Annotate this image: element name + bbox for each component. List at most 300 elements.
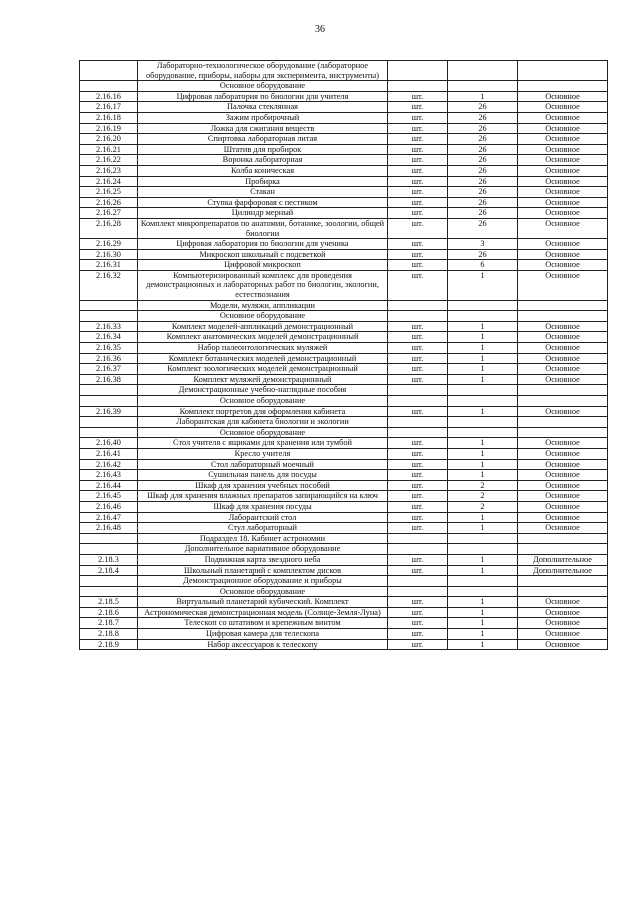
item-unit: шт. (388, 491, 448, 502)
section-empty-cell (388, 417, 448, 428)
section-row (80, 81, 608, 92)
item-unit: шт. (388, 270, 448, 300)
item-name: Кресло учителя (138, 448, 388, 459)
section-heading: Основное оборудование (138, 586, 388, 597)
table-row (80, 512, 608, 523)
item-number: 2.16.22 (80, 155, 138, 166)
section-row (80, 61, 608, 81)
table-row (80, 197, 608, 208)
item-unit: шт. (388, 208, 448, 219)
item-unit: шт. (388, 239, 448, 250)
section-number-cell (80, 586, 138, 597)
item-unit: шт. (388, 343, 448, 354)
item-quantity: 26 (448, 102, 518, 113)
section-empty-cell (448, 385, 518, 396)
item-unit: шт. (388, 565, 448, 576)
item-unit: шт. (388, 187, 448, 198)
item-unit: шт. (388, 438, 448, 449)
item-quantity: 26 (448, 187, 518, 198)
item-number: 2.18.8 (80, 629, 138, 640)
item-name: Комплект ботанических моделей демонстрационный (138, 353, 388, 364)
item-name: Сушильная панель для посуды (138, 470, 388, 481)
item-name: Астрономическая демонстрационная модель (Солнце-Земля-Луна) (138, 607, 388, 618)
table-row (80, 607, 608, 618)
section-empty-cell (448, 396, 518, 407)
item-number: 2.16.17 (80, 102, 138, 113)
table-row (80, 364, 608, 375)
item-quantity: 26 (448, 112, 518, 123)
item-unit: шт. (388, 176, 448, 187)
item-quantity: 2 (448, 491, 518, 502)
item-quantity: 26 (448, 144, 518, 155)
item-quantity: 1 (448, 343, 518, 354)
section-empty-cell (518, 81, 608, 92)
item-quantity: 6 (448, 260, 518, 271)
item-number: 2.16.31 (80, 260, 138, 271)
table-row (80, 332, 608, 343)
item-unit: шт. (388, 523, 448, 534)
table-row (80, 554, 608, 565)
section-row (80, 544, 608, 555)
item-unit: шт. (388, 123, 448, 134)
item-quantity: 1 (448, 554, 518, 565)
item-number: 2.16.36 (80, 353, 138, 364)
item-number: 2.16.24 (80, 176, 138, 187)
item-number: 2.18.3 (80, 554, 138, 565)
table-row (80, 639, 608, 650)
item-name: Цилиндр мерный (138, 208, 388, 219)
table-row (80, 187, 608, 198)
table-row (80, 91, 608, 102)
item-number: 2.16.40 (80, 438, 138, 449)
item-number: 2.16.21 (80, 144, 138, 155)
section-empty-cell (448, 427, 518, 438)
item-name: Телескоп со штативом и крепежным винтом (138, 618, 388, 629)
table-row (80, 343, 608, 354)
section-empty-cell (518, 311, 608, 322)
item-type: Основное (518, 176, 608, 187)
item-number: 2.16.35 (80, 343, 138, 354)
item-number: 2.16.46 (80, 501, 138, 512)
item-type: Основное (518, 597, 608, 608)
item-name: Виртуальный планетарий кубический. Комплект (138, 597, 388, 608)
section-row (80, 396, 608, 407)
item-name: Шкаф для хранения учебных пособий (138, 480, 388, 491)
item-number: 2.16.16 (80, 91, 138, 102)
item-type: Основное (518, 165, 608, 176)
section-empty-cell (518, 300, 608, 311)
section-heading: Основное оборудование (138, 81, 388, 92)
section-number-cell (80, 61, 138, 81)
section-row (80, 576, 608, 587)
item-name: Палочка стеклянная (138, 102, 388, 113)
item-unit: шт. (388, 364, 448, 375)
table-row (80, 102, 608, 113)
item-unit: шт. (388, 501, 448, 512)
table-row (80, 208, 608, 219)
table-row (80, 270, 608, 300)
item-unit: шт. (388, 112, 448, 123)
item-type: Основное (518, 144, 608, 155)
item-number: 2.16.39 (80, 406, 138, 417)
item-name: Воронка лабораторная (138, 155, 388, 166)
item-type: Основное (518, 629, 608, 640)
item-quantity: 1 (448, 470, 518, 481)
table-row (80, 448, 608, 459)
item-unit: шт. (388, 512, 448, 523)
table-row (80, 144, 608, 155)
table-row (80, 176, 608, 187)
item-name: Комплект зоологических моделей демонстрационный (138, 364, 388, 375)
section-empty-cell (388, 61, 448, 81)
section-heading: Подраздел 18. Кабинет астрономии (138, 533, 388, 544)
item-type: Основное (518, 448, 608, 459)
section-row (80, 533, 608, 544)
section-heading: Основное оборудование (138, 427, 388, 438)
item-unit: шт. (388, 374, 448, 385)
item-name: Штатив для пробирок (138, 144, 388, 155)
table-row (80, 565, 608, 576)
item-name: Зажим пробирочный (138, 112, 388, 123)
item-unit: шт. (388, 629, 448, 640)
item-quantity: 1 (448, 321, 518, 332)
section-empty-cell (388, 533, 448, 544)
item-quantity: 1 (448, 629, 518, 640)
item-type: Основное (518, 618, 608, 629)
item-quantity: 1 (448, 597, 518, 608)
item-number: 2.16.25 (80, 187, 138, 198)
item-number: 2.16.37 (80, 364, 138, 375)
section-empty-cell (448, 61, 518, 81)
item-type: Основное (518, 249, 608, 260)
item-number: 2.16.26 (80, 197, 138, 208)
item-number: 2.16.27 (80, 208, 138, 219)
item-type: Основное (518, 218, 608, 238)
item-name: Набор палеонтологических муляжей (138, 343, 388, 354)
section-empty-cell (448, 533, 518, 544)
item-number: 2.18.4 (80, 565, 138, 576)
item-unit: шт. (388, 480, 448, 491)
section-empty-cell (388, 427, 448, 438)
item-number: 2.16.33 (80, 321, 138, 332)
item-unit: шт. (388, 165, 448, 176)
item-quantity: 26 (448, 123, 518, 134)
item-quantity: 1 (448, 406, 518, 417)
section-empty-cell (448, 417, 518, 428)
item-name: Ложка для сжигания веществ (138, 123, 388, 134)
table-row (80, 134, 608, 145)
section-row (80, 311, 608, 322)
item-name: Набор аксессуаров к телескопу (138, 639, 388, 650)
item-name: Цифровая лаборатория по биологии для учителя (138, 91, 388, 102)
item-unit: шт. (388, 618, 448, 629)
section-heading: Дополнительное вариативное оборудование (138, 544, 388, 555)
item-name: Подвижная карта звездного неба (138, 554, 388, 565)
section-empty-cell (388, 576, 448, 587)
table-row (80, 155, 608, 166)
section-empty-cell (448, 300, 518, 311)
item-quantity: 26 (448, 197, 518, 208)
item-number: 2.16.30 (80, 249, 138, 260)
item-number: 2.16.38 (80, 374, 138, 385)
item-number: 2.16.32 (80, 270, 138, 300)
table-row (80, 438, 608, 449)
section-empty-cell (388, 311, 448, 322)
item-number: 2.16.43 (80, 470, 138, 481)
item-quantity: 26 (448, 249, 518, 260)
item-type: Основное (518, 501, 608, 512)
item-type: Основное (518, 239, 608, 250)
section-heading: Основное оборудование (138, 311, 388, 322)
item-name: Цифровая лаборатория по биологии для ученика (138, 239, 388, 250)
section-empty-cell (388, 396, 448, 407)
item-quantity: 2 (448, 501, 518, 512)
table-row (80, 123, 608, 134)
equipment-table-body (80, 61, 608, 650)
section-number-cell (80, 396, 138, 407)
section-empty-cell (518, 544, 608, 555)
item-number: 2.18.6 (80, 607, 138, 618)
item-quantity: 26 (448, 165, 518, 176)
item-type: Основное (518, 260, 608, 271)
item-name: Комплект портретов для оформления кабинета (138, 406, 388, 417)
item-name: Шкаф для хранения влажных препаратов запирающийся на ключ (138, 491, 388, 502)
section-empty-cell (448, 544, 518, 555)
section-empty-cell (448, 81, 518, 92)
section-row (80, 427, 608, 438)
section-empty-cell (518, 427, 608, 438)
item-quantity: 3 (448, 239, 518, 250)
item-number: 2.16.42 (80, 459, 138, 470)
item-type: Основное (518, 91, 608, 102)
item-name: Цифровая камера для телескопа (138, 629, 388, 640)
section-number-cell (80, 544, 138, 555)
item-name: Комплект анатомических моделей демонстрационный (138, 332, 388, 343)
item-quantity: 1 (448, 353, 518, 364)
item-type: Основное (518, 134, 608, 145)
section-empty-cell (518, 396, 608, 407)
item-number: 2.16.28 (80, 218, 138, 238)
item-unit: шт. (388, 607, 448, 618)
section-empty-cell (518, 533, 608, 544)
table-row (80, 353, 608, 364)
item-unit: шт. (388, 448, 448, 459)
item-name: Колба коническая (138, 165, 388, 176)
table-row (80, 406, 608, 417)
item-type: Основное (518, 343, 608, 354)
item-type: Основное (518, 197, 608, 208)
item-number: 2.16.34 (80, 332, 138, 343)
section-number-cell (80, 427, 138, 438)
item-type: Основное (518, 459, 608, 470)
section-empty-cell (388, 586, 448, 597)
equipment-table (79, 60, 608, 650)
item-number: 2.18.5 (80, 597, 138, 608)
item-type: Основное (518, 187, 608, 198)
section-empty-cell (518, 417, 608, 428)
table-row (80, 321, 608, 332)
table-row (80, 218, 608, 238)
section-number-cell (80, 81, 138, 92)
section-heading: Демонстрационные учебно-наглядные пособия (138, 385, 388, 396)
section-empty-cell (388, 300, 448, 311)
item-number: 2.16.44 (80, 480, 138, 491)
item-number: 2.16.48 (80, 523, 138, 534)
item-name: Комплект микропрепаратов по анатомии, ботанике, зоологии, общей биологии (138, 218, 388, 238)
section-number-cell (80, 311, 138, 322)
item-name: Лаборантский стол (138, 512, 388, 523)
item-type: Основное (518, 155, 608, 166)
item-quantity: 26 (448, 134, 518, 145)
item-type: Основное (518, 512, 608, 523)
section-heading: Основное оборудование (138, 396, 388, 407)
item-type: Основное (518, 321, 608, 332)
item-name: Стакан (138, 187, 388, 198)
item-type: Основное (518, 470, 608, 481)
item-quantity: 1 (448, 374, 518, 385)
item-type: Основное (518, 353, 608, 364)
item-type: Основное (518, 607, 608, 618)
section-empty-cell (518, 61, 608, 81)
item-quantity: 1 (448, 91, 518, 102)
item-number: 2.16.47 (80, 512, 138, 523)
section-row (80, 300, 608, 311)
section-empty-cell (518, 586, 608, 597)
section-heading: Модели, муляжи, аппликации (138, 300, 388, 311)
section-empty-cell (448, 576, 518, 587)
item-type: Основное (518, 438, 608, 449)
item-name: Цифровой микроскоп (138, 260, 388, 271)
section-empty-cell (518, 385, 608, 396)
table-row (80, 459, 608, 470)
table-row (80, 470, 608, 481)
item-unit: шт. (388, 639, 448, 650)
item-unit: шт. (388, 249, 448, 260)
item-unit: шт. (388, 260, 448, 271)
item-quantity: 2 (448, 480, 518, 491)
item-type: Основное (518, 374, 608, 385)
section-number-cell (80, 576, 138, 587)
section-empty-cell (448, 586, 518, 597)
item-unit: шт. (388, 321, 448, 332)
item-unit: шт. (388, 91, 448, 102)
item-name: Спиртовка лабораторная литая (138, 134, 388, 145)
item-type: Основное (518, 491, 608, 502)
item-name: Ступка фарфоровая с пестиком (138, 197, 388, 208)
item-quantity: 1 (448, 565, 518, 576)
item-number: 2.16.23 (80, 165, 138, 176)
item-name: Школьный планетарий с комплектом дисков (138, 565, 388, 576)
item-unit: шт. (388, 406, 448, 417)
item-unit: шт. (388, 102, 448, 113)
section-empty-cell (388, 81, 448, 92)
item-unit: шт. (388, 155, 448, 166)
item-unit: шт. (388, 197, 448, 208)
section-empty-cell (448, 311, 518, 322)
item-unit: шт. (388, 134, 448, 145)
item-number: 2.16.29 (80, 239, 138, 250)
item-type: Основное (518, 364, 608, 375)
page-number: 36 (315, 24, 325, 35)
item-quantity: 1 (448, 438, 518, 449)
item-quantity: 1 (448, 607, 518, 618)
item-type: Основное (518, 639, 608, 650)
item-number: 2.16.41 (80, 448, 138, 459)
item-type: Основное (518, 208, 608, 219)
item-type: Основное (518, 102, 608, 113)
table-row (80, 491, 608, 502)
item-name: Микроскоп школьный с подсветкой (138, 249, 388, 260)
item-number: 2.16.45 (80, 491, 138, 502)
section-heading: Лабораторно-технологическое оборудование (лабораторное оборудование, приборы, наборы для эксперимента, инструменты) (138, 61, 388, 81)
item-quantity: 1 (448, 512, 518, 523)
item-unit: шт. (388, 218, 448, 238)
item-unit: шт. (388, 144, 448, 155)
section-heading: Лаборантская для кабинета биологии и экологии (138, 417, 388, 428)
item-unit: шт. (388, 554, 448, 565)
item-type: Основное (518, 523, 608, 534)
section-row (80, 417, 608, 428)
item-name: Компьютеризированный комплекс для проведения демонстрационных и лабораторных работ по биологии, экологии, естествознания (138, 270, 388, 300)
item-unit: шт. (388, 597, 448, 608)
item-quantity: 1 (448, 332, 518, 343)
item-name: Стол учителя с ящиками для хранения или тумбой (138, 438, 388, 449)
item-number: 2.16.18 (80, 112, 138, 123)
section-heading: Демонстрационное оборудование и приборы (138, 576, 388, 587)
item-number: 2.16.19 (80, 123, 138, 134)
item-type: Основное (518, 480, 608, 491)
item-quantity: 26 (448, 155, 518, 166)
item-number: 2.18.7 (80, 618, 138, 629)
section-number-cell (80, 300, 138, 311)
item-name: Комплект моделей-аппликаций демонстрационный (138, 321, 388, 332)
item-quantity: 1 (448, 523, 518, 534)
item-quantity: 1 (448, 459, 518, 470)
table-row (80, 480, 608, 491)
item-unit: шт. (388, 459, 448, 470)
item-type: Основное (518, 123, 608, 134)
section-empty-cell (388, 544, 448, 555)
table-row (80, 112, 608, 123)
item-name: Пробирка (138, 176, 388, 187)
item-quantity: 26 (448, 218, 518, 238)
item-unit: шт. (388, 470, 448, 481)
table-row (80, 249, 608, 260)
section-row (80, 385, 608, 396)
table-row (80, 374, 608, 385)
table-row (80, 523, 608, 534)
table-row (80, 597, 608, 608)
table-row (80, 501, 608, 512)
section-empty-cell (518, 576, 608, 587)
item-type: Дополнительное (518, 554, 608, 565)
item-number: 2.18.9 (80, 639, 138, 650)
section-empty-cell (388, 385, 448, 396)
item-type: Основное (518, 406, 608, 417)
item-unit: шт. (388, 353, 448, 364)
item-quantity: 1 (448, 618, 518, 629)
section-number-cell (80, 385, 138, 396)
table-row (80, 260, 608, 271)
section-row (80, 586, 608, 597)
table-row (80, 165, 608, 176)
item-name: Стул лабораторный (138, 523, 388, 534)
item-quantity: 1 (448, 270, 518, 300)
item-quantity: 1 (448, 639, 518, 650)
item-name: Стол лабораторный моечный (138, 459, 388, 470)
item-type: Основное (518, 112, 608, 123)
section-number-cell (80, 533, 138, 544)
